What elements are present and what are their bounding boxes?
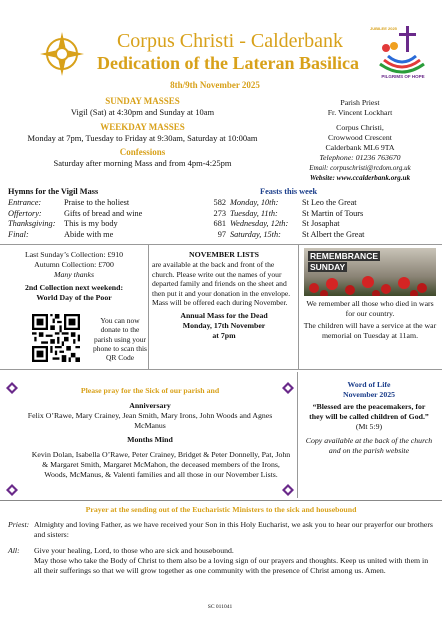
page-subtitle: Dedication of the Lateran Basilica (97, 53, 359, 73)
word-of-life-title: Word of Life (347, 380, 391, 389)
sunday-masses-heading: SUNDAY MASSES (105, 96, 180, 106)
parish-role: Parish Priest (340, 98, 380, 107)
priest-label: Priest: (8, 520, 30, 529)
remembrance-text (302, 299, 438, 341)
corpus-christi-cross-logo (38, 30, 86, 78)
word-of-life-quote: “Blessed are the peacemakers, for they will be called children of God.” (309, 402, 429, 421)
hymns-table (8, 198, 228, 240)
months-mind-title: Months Mind (127, 435, 173, 444)
parish-contact (280, 98, 440, 183)
pilgrims-of-hope-logo (370, 20, 434, 84)
divider (298, 244, 299, 370)
donate-qr-code-icon[interactable] (32, 314, 80, 362)
parish-priest: Fr. Vincent Lockhart (327, 108, 393, 117)
bulletin-date: 8th/9th November 2025 (170, 80, 260, 90)
parish-website[interactable]: Website: www.ccalderbank.org.uk (309, 174, 411, 182)
table-row: Offertory: Gifts of bread and wine 273 (8, 208, 226, 218)
confessions-text: Saturday after morning Mass and from 4pm-4:25pm (53, 158, 232, 168)
collections-box (2, 250, 146, 303)
divider (297, 372, 298, 498)
prayer-text (8, 520, 436, 576)
annual-mass-time: at 7pm (212, 330, 236, 340)
parish-telephone: Telephone: 01236 763670 (319, 153, 401, 162)
jubilee-year-text: JUBILEE 2025 (370, 26, 397, 31)
second-collection-title: 2nd Collection next weekend: (24, 283, 124, 292)
table-row: Entrance: Praise to the holiest 582 (8, 198, 226, 207)
word-of-life-ref: (Mt 5:9) (355, 422, 383, 431)
ornament-icon (6, 382, 18, 394)
table-row: Wednesday, 12th: St Josaphat (230, 219, 340, 228)
second-collection-name: World Day of the Poor (36, 293, 112, 302)
remembrance-banner (304, 248, 436, 296)
weekday-masses-heading: WEEKDAY MASSES (100, 122, 185, 132)
november-lists-title: NOVEMBER LISTS (189, 250, 259, 259)
poppies-icon (304, 270, 436, 296)
sick-heading: Please pray for the Sick of our parish and (80, 386, 220, 395)
table-row: Final: Abide with me 97 (8, 229, 226, 239)
logo-text: PILGRIMS OF HOPE (381, 74, 425, 79)
anniversary-title: Anniversary (129, 401, 171, 410)
all-prayer-2: May those who take the Body of Christ to them also be a loving sign of our prayers and thoughts. Keep us united with them in all their sufferings so that we will grow together as one community with the presence of Christ among us. Amen. (34, 556, 429, 575)
annual-mass-title: Annual Mass for the Dead (180, 310, 268, 320)
parish-street: Crowwood Crescent (328, 133, 392, 142)
parish-email[interactable]: Email: corpuschristi@rcdom.org.uk (309, 164, 411, 172)
weekday-masses-text: Monday at 7pm, Tuesday to Friday at 9:30am, Saturday at 10:00am (27, 133, 258, 143)
table-row: Saturday, 15th: St Albert the Great (230, 229, 365, 239)
ornament-icon (282, 484, 294, 496)
table-row: Tuesday, 11th: St Martin of Tours (230, 208, 364, 218)
remembrance-text-1: We remember all those who died in wars for our country. (306, 299, 434, 318)
confessions-heading: Confessions (119, 147, 166, 157)
table-row: Monday, 10th: St Leo the Great (230, 198, 357, 207)
word-of-life-copy: Copy available at the back of the church and on the parish website (305, 436, 433, 455)
parish-church: Corpus Christi, (336, 123, 384, 132)
divider (148, 244, 149, 370)
remembrance-text-2: The children will have a service at the war memorial on Tuesday at 11am. (303, 321, 437, 340)
divider (0, 500, 442, 501)
collection-thanks: Many thanks (53, 270, 95, 279)
footer-code: SC 011041 (207, 604, 233, 610)
anniversary-text: Felix O’Rawe, Mary Crainey, Jean Smith, Mary Irons, John Woods and Agnes McManus (27, 411, 273, 430)
page-title: Corpus Christi - Calderbank (116, 30, 344, 52)
november-lists-box (152, 250, 296, 341)
qr-instructions: You can now donate to the parish using your phone to scan this QR Code (93, 316, 147, 363)
all-prayer-1: Give your healing, Lord, to those who are sick and housebound. (34, 546, 234, 555)
word-of-life-box (300, 380, 438, 456)
remembrance-banner-line1: REMEMBRANCE (310, 251, 378, 261)
priest-prayer: Almighty and loving Father, as we have received your Son in this Holy Eucharist, we ask you to hear our prayerfor our brothers and sisters: (34, 520, 433, 539)
ornament-icon (6, 484, 18, 496)
sunday-masses-text: Vigil (Sat) at 4:30pm and Sunday at 10am (70, 107, 215, 117)
months-mind-text: Kevin Dolan, Isabella O’Rawe, Peter Crainey, Bridget & Peter Donnelly, Pat, John & Margaret Smith, Margaret McMahon, the deceased members of the Irons, Woods, McManus, & Valenti families and all those in our November Lists. (31, 450, 291, 479)
last-collection: Last Sunday’s Collection: £910 (24, 250, 124, 259)
annual-mass-date: Monday, 17th November (182, 320, 266, 330)
hymns-title: Hymns for the Vigil Mass (8, 187, 99, 196)
sick-section (20, 386, 280, 445)
november-lists-text: are available at the back and front of the church. Please write out the names of your departed family and friends on the sheet and then put it and your donation in the envelope. Mass will be offered each during November. (152, 260, 291, 308)
all-label: All: (8, 546, 20, 555)
feasts-title: Feasts this week (260, 187, 318, 196)
mass-times (10, 96, 275, 169)
word-of-life-date: November 2025 (342, 390, 396, 399)
autumn-collection: Autumn Collection: £700 (34, 260, 114, 269)
remembrance-banner-line2: SUNDAY (310, 262, 346, 272)
feasts-table (230, 198, 436, 240)
ornament-icon (282, 382, 294, 394)
parish-town: Calderbank ML6 9TA (325, 143, 395, 152)
table-row: Thanksgiving: This is my body 681 (8, 219, 226, 228)
prayer-heading: Prayer at the sending out of the Eucharistic Ministers to the sick and housebound (85, 505, 357, 514)
